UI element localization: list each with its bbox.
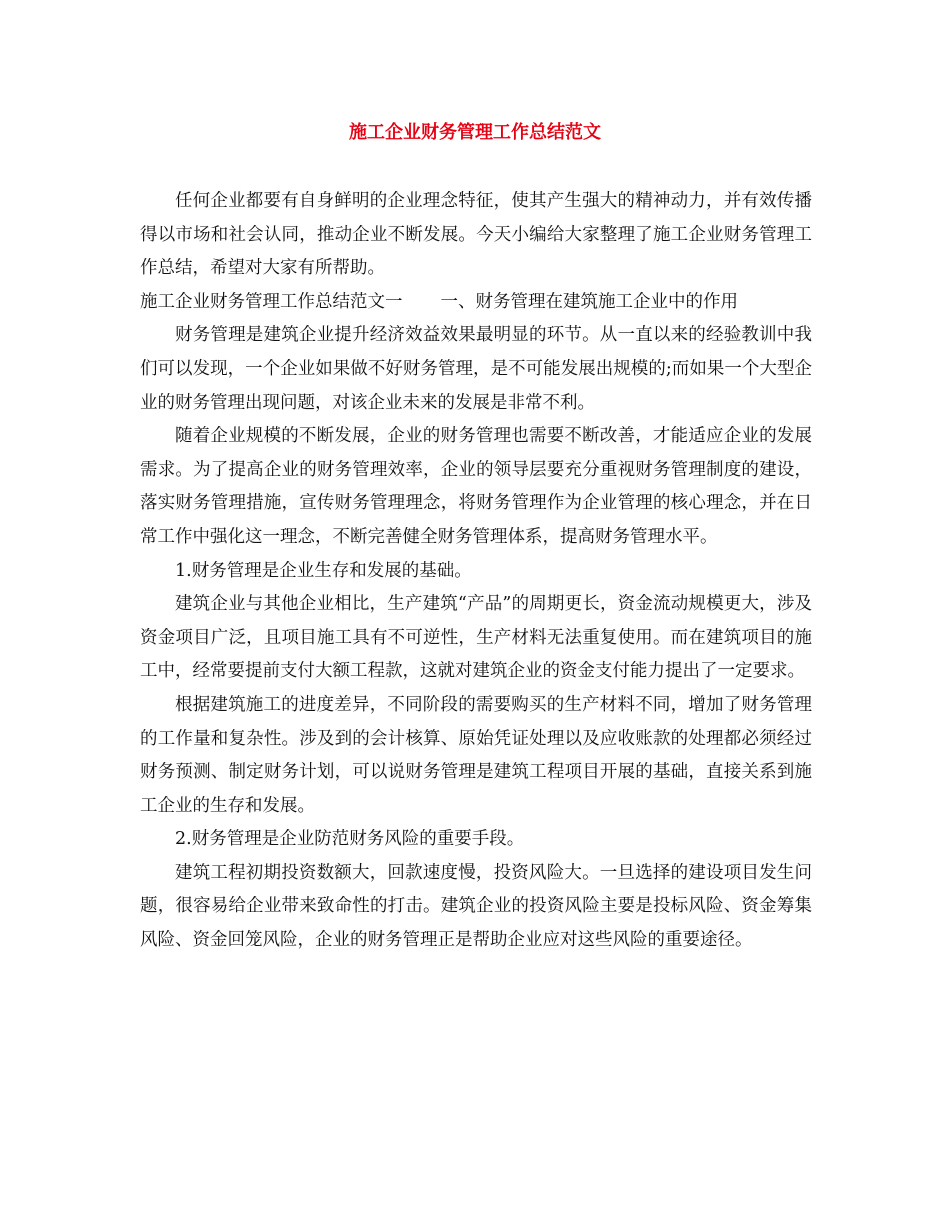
body-paragraph: 建筑企业与其他企业相比，生产建筑“产品”的周期更长，资金流动规模更大，涉及资金项目广泛，且项目施工具有不可逆性，生产材料无法重复使用。而在建筑项目的施工中，经常要提前支付大额工程款，这就对建筑企业的资金支付能力提出了一定要求。 bbox=[140, 594, 812, 682]
subheading-2: 2.财务管理是企业防范财务风险的重要手段。 bbox=[175, 829, 525, 850]
body-paragraph: 财务管理是建筑企业提升经济效益效果最明显的环节。从一直以来的经验教训中我们可以发现，一个企业如果做不好财务管理，是不可能发展出规模的;而如果一个大型企业的财务管理出现问题，对该企业未来的发展是非常不利。 bbox=[140, 325, 812, 413]
section-heading-line bbox=[140, 286, 812, 320]
document-title: 施工企业财务管理工作总结范文 bbox=[349, 122, 601, 143]
body-paragraph: 建筑工程初期投资数额大，回款速度慢，投资风险大。一旦选择的建设项目发生问题，很容易给企业带来致命性的打击。建筑企业的投资风险主要是投标风险、资金筹集风险、资金回笼风险，企业的财务管理正是帮助企业应对这些风险的重要途径。 bbox=[140, 862, 812, 951]
body-paragraph: 随着企业规模的不断发展，企业的财务管理也需要不断改善，才能适应企业的发展需求。为了提高企业的财务管理效率，企业的领导层要充分重视财务管理制度的建设，落实财务管理措施，宣传财务管理理念，将财务管理作为企业管理的核心理念，并在日常工作中强化这一理念，不断完善健全财务管理体系，提高财务管理水平。 bbox=[140, 426, 812, 547]
subheading-1: 1.财务管理是企业生存和发展的基础。 bbox=[175, 560, 472, 581]
intro-paragraph: 任何企业都要有自身鲜明的企业理念特征，使其产生强大的精神动力，并有效传播得以市场和社会认同，推动企业不断发展。今天小编给大家整理了施工企业财务管理工作总结，希望对大家有所帮助。 bbox=[140, 191, 812, 279]
section-heading-right: 一、财务管理在建筑施工企业中的作用 bbox=[440, 291, 738, 312]
body-paragraph: 根据建筑施工的进度差异，不同阶段的需要购买的生产材料不同，增加了财务管理的工作量和复杂性。涉及到的会计核算、原始凭证处理以及应收账款的处理都必须经过财务预测、制定财务计划，可以说财务管理是建筑工程项目开展的基础，直接关系到施工企业的生存和发展。 bbox=[140, 694, 812, 816]
section-heading-left: 施工企业财务管理工作总结范文一 bbox=[140, 291, 403, 312]
document-body bbox=[140, 185, 812, 958]
